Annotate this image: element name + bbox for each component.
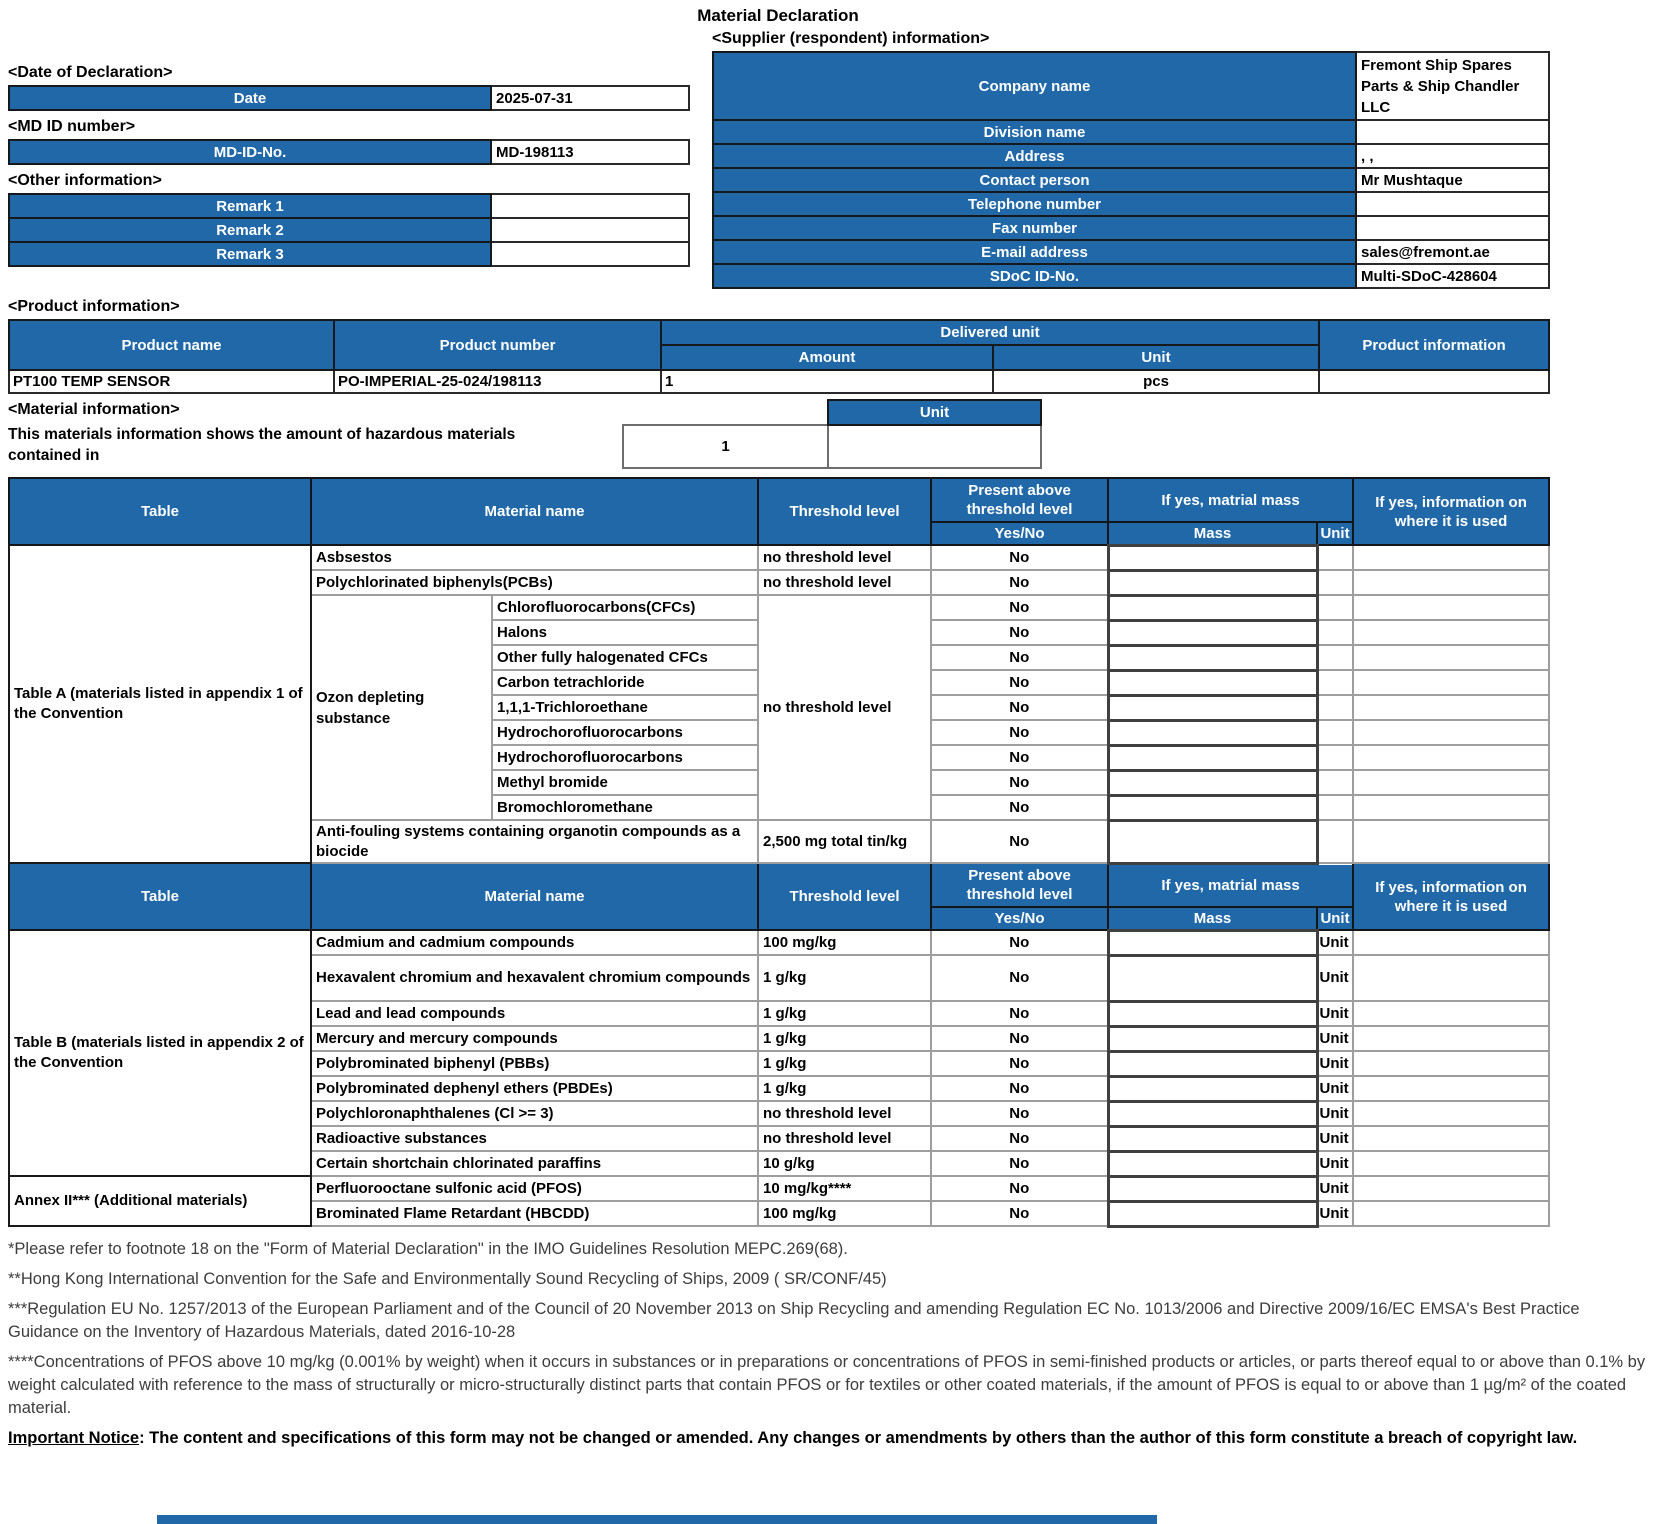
col-header-material-name: Material name <box>311 478 758 545</box>
col-header-product-name: Product name <box>9 320 334 370</box>
where-used-cell[interactable] <box>1353 670 1549 695</box>
material-info-section <box>8 399 1548 471</box>
mass-input-cell[interactable] <box>1108 620 1317 645</box>
mass-input-cell[interactable] <box>1108 1151 1317 1176</box>
yesno-cell[interactable]: No <box>931 1026 1108 1051</box>
mass-input-cell[interactable] <box>1108 1201 1317 1226</box>
where-used-cell[interactable] <box>1353 820 1549 863</box>
yesno-cell[interactable]: No <box>931 620 1108 645</box>
table-header-row <box>9 320 1549 345</box>
mass-input-cell[interactable] <box>1108 720 1317 745</box>
threshold-cell: 100 mg/kg <box>758 1201 931 1226</box>
division-name-value-cell[interactable] <box>1356 120 1549 144</box>
col-header-unit: Unit <box>993 345 1319 370</box>
threshold-cell: 1 g/kg <box>758 1076 931 1101</box>
unit-cell[interactable] <box>1317 795 1353 820</box>
field-label: E-mail address <box>713 240 1356 264</box>
where-used-cell[interactable] <box>1353 1151 1549 1176</box>
material-name-cell: Carbon tetrachloride <box>492 670 758 695</box>
mass-input-cell[interactable] <box>1108 1126 1317 1151</box>
product-table <box>8 319 1550 394</box>
where-used-cell[interactable] <box>1353 570 1549 595</box>
material-name-cell: Certain shortchain chlorinated paraffins <box>311 1151 758 1176</box>
unit-cell[interactable] <box>1317 670 1353 695</box>
material-name-cell: Polybrominated biphenyl (PBBs) <box>311 1051 758 1076</box>
table-row <box>9 140 689 164</box>
col-header-mass-group: If yes, matrial mass <box>1108 478 1353 522</box>
threshold-cell: no threshold level <box>758 545 931 570</box>
field-label: Fax number <box>713 216 1356 240</box>
annex-group-label: Annex II*** (Additional materials) <box>9 1176 311 1226</box>
table-row <box>713 168 1549 192</box>
col-header-product-number: Product number <box>334 320 661 370</box>
col-header-amount: Amount <box>661 345 993 370</box>
unit-cell[interactable]: Unit <box>1317 955 1353 1001</box>
product-info-cell[interactable] <box>1319 370 1549 393</box>
material-name-cell: 1,1,1-Trichloroethane <box>492 695 758 720</box>
where-used-cell[interactable] <box>1353 1176 1549 1201</box>
col-header-mass: Mass <box>1108 907 1317 930</box>
mass-input-cell[interactable] <box>1108 695 1317 720</box>
yesno-cell[interactable]: No <box>931 695 1108 720</box>
footnote-2: **Hong Kong International Convention for the Safe and Environmentally Sound Recycling of Ships, 2009 ( SR/CONF/45) <box>8 1269 887 1288</box>
unit-cell[interactable] <box>1317 770 1353 795</box>
mass-input-cell[interactable] <box>1108 930 1317 955</box>
material-name-cell: Cadmium and cadmium compounds <box>311 930 758 955</box>
threshold-cell: no threshold level <box>758 1126 931 1151</box>
unit-cell[interactable]: Unit <box>1317 1201 1353 1226</box>
col-header-mass-group: If yes, matrial mass <box>1108 863 1353 907</box>
mass-input-cell[interactable] <box>1108 595 1317 620</box>
where-used-cell[interactable] <box>1353 745 1549 770</box>
field-label: SDoC ID-No. <box>713 264 1356 288</box>
remarks-table <box>8 193 690 267</box>
col-header-where-used: If yes, information on where it is used <box>1353 863 1549 930</box>
col-header-yesno: Yes/No <box>931 907 1108 930</box>
where-used-cell[interactable] <box>1353 595 1549 620</box>
table-row <box>713 192 1549 216</box>
col-header-unit: Unit <box>1317 522 1353 545</box>
where-used-cell[interactable] <box>1353 1101 1549 1126</box>
remark-1-value-cell[interactable] <box>491 194 689 218</box>
bottom-blue-bar <box>157 1515 1157 1524</box>
mass-input-cell[interactable] <box>1108 1026 1317 1051</box>
date-value-cell[interactable]: 2025-07-31 <box>491 86 689 110</box>
threshold-cell: 10 g/kg <box>758 1151 931 1176</box>
yesno-cell[interactable]: No <box>931 1076 1108 1101</box>
page-title: Material Declaration <box>697 6 859 25</box>
yesno-cell[interactable]: No <box>931 595 1108 620</box>
unit-cell[interactable]: Unit <box>1317 1101 1353 1126</box>
material-name-cell: Anti-fouling systems containing organotin compounds as a biocide <box>311 820 758 863</box>
yesno-cell[interactable]: No <box>931 1001 1108 1026</box>
address-value-cell[interactable]: , , <box>1356 144 1549 168</box>
yesno-cell[interactable]: No <box>931 670 1108 695</box>
yesno-cell[interactable]: No <box>931 1051 1108 1076</box>
material-declaration-page <box>0 6 1653 1524</box>
section-heading-date: <Date of Declaration> <box>8 64 173 81</box>
declaration-id-section <box>8 30 688 267</box>
section-heading-other: <Other information> <box>8 172 162 189</box>
mass-input-cell[interactable] <box>1108 670 1317 695</box>
field-label: Telephone number <box>713 192 1356 216</box>
table-row <box>9 86 689 110</box>
threshold-cell: 10 mg/kg**** <box>758 1176 931 1201</box>
material-name-cell: Halons <box>492 620 758 645</box>
product-number-cell[interactable]: PO-IMPERIAL-25-024/198113 <box>334 370 661 393</box>
company-name-value-cell[interactable]: Fremont Ship Spares Parts & Ship Chandler LLC <box>1356 52 1549 120</box>
unit-cell[interactable] <box>1317 820 1353 863</box>
col-header-material-name: Material name <box>311 863 758 930</box>
col-header-yesno: Yes/No <box>931 522 1108 545</box>
table-b-group-label: Table B (materials listed in appendix 2 of the Convention <box>9 930 311 1176</box>
unit-cell[interactable] <box>1317 595 1353 620</box>
where-used-cell[interactable] <box>1353 1201 1549 1226</box>
col-header-threshold: Threshold level <box>758 863 931 930</box>
md-id-table <box>8 139 690 165</box>
material-info-description: This materials information shows the amount of hazardous materials contained in <box>8 426 516 464</box>
email-value-cell[interactable]: sales@fremont.ae <box>1356 240 1549 264</box>
unit-cell[interactable]: Unit <box>1317 1176 1353 1201</box>
where-used-cell[interactable] <box>1353 1026 1549 1051</box>
table-row <box>9 194 689 218</box>
material-name-cell: Asbsestos <box>311 545 758 570</box>
where-used-cell[interactable] <box>1353 645 1549 670</box>
yesno-cell[interactable]: No <box>931 545 1108 570</box>
col-header-table: Table <box>9 863 311 930</box>
table-row <box>9 1176 1549 1201</box>
col-header-present-above: Present above threshold level <box>931 478 1108 522</box>
material-name-cell: Bromochloromethane <box>492 795 758 820</box>
col-header-table: Table <box>9 478 311 545</box>
yesno-cell[interactable]: No <box>931 1101 1108 1126</box>
mass-input-cell[interactable] <box>1108 645 1317 670</box>
threshold-cell: 1 g/kg <box>758 1001 931 1026</box>
table-row <box>9 218 689 242</box>
unit-cell[interactable] <box>1317 645 1353 670</box>
col-header-product-info: Product information <box>1319 320 1549 370</box>
unit-cell[interactable]: Unit <box>1317 1051 1353 1076</box>
material-name-cell: Polychlorinated biphenyls(PCBs) <box>311 570 758 595</box>
section-heading-product: <Product information> <box>8 298 180 315</box>
section-heading-supplier: <Supplier (respondent) information> <box>712 30 990 47</box>
top-section <box>8 30 1548 289</box>
footnote-3: ***Regulation EU No. 1257/2013 of the European Parliament and of the Council of 20 November 2013 on Ship Recycling and amending Regulation EC No. 1013/2006 and Directive 2009/16/EC EMSA's Best Practice Guidance on the Inventory of Hazardous Materials, dated 2016-10-28 <box>8 1299 1580 1341</box>
threshold-cell: no threshold level <box>758 570 931 595</box>
footnote-1: *Please refer to footnote 18 on the "Form of Material Declaration" in the IMO Guidelines Resolution MEPC.269(68). <box>8 1239 848 1258</box>
mass-input-cell[interactable] <box>1108 820 1317 863</box>
supplier-section <box>712 30 1548 289</box>
table-header-row <box>9 863 1549 907</box>
unit-cell[interactable]: Unit <box>1317 1076 1353 1101</box>
unit-cell[interactable] <box>1317 745 1353 770</box>
remark-3-value-cell[interactable] <box>491 242 689 266</box>
unit-cell[interactable] <box>1317 545 1353 570</box>
contact-person-value-cell[interactable]: Mr Mushtaque <box>1356 168 1549 192</box>
where-used-cell[interactable] <box>1353 795 1549 820</box>
yesno-cell[interactable]: No <box>931 820 1108 863</box>
yesno-cell[interactable]: No <box>931 795 1108 820</box>
material-name-cell: Hydrochorofluorocarbons <box>492 745 758 770</box>
material-amount-cell[interactable]: 1 <box>623 425 828 468</box>
material-name-cell: Chlorofluorocarbons(CFCs) <box>492 595 758 620</box>
table-row <box>9 370 1549 393</box>
where-used-cell[interactable] <box>1353 620 1549 645</box>
col-header-mass: Mass <box>1108 522 1317 545</box>
table-row <box>623 425 1041 468</box>
telephone-value-cell[interactable] <box>1356 192 1549 216</box>
supplier-table <box>712 51 1550 289</box>
footnotes <box>8 1238 1649 1420</box>
amount-cell[interactable]: 1 <box>661 370 993 393</box>
mass-input-cell[interactable] <box>1108 955 1317 1001</box>
unit-cell[interactable] <box>1317 720 1353 745</box>
col-header-unit: Unit <box>1317 907 1353 930</box>
unit-cell[interactable]: Unit <box>1317 1126 1353 1151</box>
field-label: Date <box>9 86 491 110</box>
material-name-cell: Methyl bromide <box>492 770 758 795</box>
where-used-cell[interactable] <box>1353 930 1549 955</box>
unit-cell[interactable]: Unit <box>1317 1151 1353 1176</box>
material-unit-cell[interactable] <box>828 425 1041 468</box>
material-name-cell: Polybrominated dephenyl ethers (PBDEs) <box>311 1076 758 1101</box>
table-row <box>713 264 1549 288</box>
where-used-cell[interactable] <box>1353 545 1549 570</box>
field-label: Address <box>713 144 1356 168</box>
table-header-row <box>623 400 1041 425</box>
ozone-group-label: Ozon depleting substance <box>311 595 492 820</box>
mass-input-cell[interactable] <box>1108 545 1317 570</box>
mass-input-cell[interactable] <box>1108 1076 1317 1101</box>
unit-cell[interactable]: Unit <box>1317 930 1353 955</box>
where-used-cell[interactable] <box>1353 955 1549 1001</box>
unit-cell[interactable]: Unit <box>1317 1001 1353 1026</box>
important-notice <box>8 1427 1649 1450</box>
unit-cell[interactable] <box>1317 620 1353 645</box>
yesno-cell[interactable]: No <box>931 955 1108 1001</box>
md-id-value-cell[interactable]: MD-198113 <box>491 140 689 164</box>
mass-input-cell[interactable] <box>1108 1051 1317 1076</box>
yesno-cell[interactable]: No <box>931 770 1108 795</box>
field-label: Division name <box>713 120 1356 144</box>
date-table <box>8 85 690 111</box>
section-heading-md-id: <MD ID number> <box>8 118 136 135</box>
mass-input-cell[interactable] <box>1108 795 1317 820</box>
yesno-cell[interactable]: No <box>931 570 1108 595</box>
where-used-cell[interactable] <box>1353 720 1549 745</box>
field-label: Company name <box>713 52 1356 120</box>
field-label: Remark 2 <box>9 218 491 242</box>
yesno-cell[interactable]: No <box>931 720 1108 745</box>
yesno-cell[interactable]: No <box>931 645 1108 670</box>
section-heading-material: <Material information> <box>8 401 180 418</box>
remark-2-value-cell[interactable] <box>491 218 689 242</box>
col-header-present-above: Present above threshold level <box>931 863 1108 907</box>
yesno-cell[interactable]: No <box>931 930 1108 955</box>
table-row <box>713 52 1549 120</box>
table-row <box>9 242 689 266</box>
yesno-cell[interactable]: No <box>931 1176 1108 1201</box>
field-label: Contact person <box>713 168 1356 192</box>
fax-value-cell[interactable] <box>1356 216 1549 240</box>
mass-input-cell[interactable] <box>1108 1176 1317 1201</box>
threshold-cell: no threshold level <box>758 595 931 820</box>
yesno-cell[interactable]: No <box>931 1151 1108 1176</box>
material-name-cell: Other fully halogenated CFCs <box>492 645 758 670</box>
spacer-cell <box>623 400 828 425</box>
where-used-cell[interactable] <box>1353 1076 1549 1101</box>
unit-cell[interactable] <box>1317 695 1353 720</box>
col-header-unit: Unit <box>828 400 1041 425</box>
field-label: Remark 1 <box>9 194 491 218</box>
unit-cell[interactable] <box>1317 570 1353 595</box>
where-used-cell[interactable] <box>1353 1051 1549 1076</box>
threshold-cell: 100 mg/kg <box>758 930 931 955</box>
sdoc-id-value-cell[interactable]: Multi-SDoC-428604 <box>1356 264 1549 288</box>
material-name-cell: Hydrochorofluorocarbons <box>492 720 758 745</box>
where-used-cell[interactable] <box>1353 1126 1549 1151</box>
where-used-cell[interactable] <box>1353 1001 1549 1026</box>
table-a-group-label: Table A (materials listed in appendix 1 of the Convention <box>9 545 311 863</box>
material-name-cell: Perfluorooctane sulfonic acid (PFOS) <box>311 1176 758 1201</box>
important-notice-text: : The content and specifications of this form may not be changed or amended. Any changes or amendments by others than the author of this form constitute a breach of copyright law. <box>139 1428 1578 1447</box>
mass-input-cell[interactable] <box>1108 1001 1317 1026</box>
hazardous-materials-table <box>8 477 1550 1228</box>
threshold-cell: 1 g/kg <box>758 955 931 1001</box>
table-header-row <box>9 478 1549 522</box>
table-row <box>9 930 1549 955</box>
mass-input-cell[interactable] <box>1108 770 1317 795</box>
material-unit-minitable <box>622 399 1042 469</box>
field-label: Remark 3 <box>9 242 491 266</box>
product-name-cell[interactable]: PT100 TEMP SENSOR <box>9 370 334 393</box>
mass-input-cell[interactable] <box>1108 1101 1317 1126</box>
material-name-cell: Polychloronaphthalenes (Cl >= 3) <box>311 1101 758 1126</box>
table-row <box>713 240 1549 264</box>
yesno-cell[interactable]: No <box>931 745 1108 770</box>
material-name-cell: Hexavalent chromium and hexavalent chromium compounds <box>311 955 758 1001</box>
table-row <box>713 144 1549 168</box>
threshold-cell: 1 g/kg <box>758 1026 931 1051</box>
table-row <box>713 120 1549 144</box>
col-header-where-used: If yes, information on where it is used <box>1353 478 1549 545</box>
mass-input-cell[interactable] <box>1108 570 1317 595</box>
unit-cell[interactable]: pcs <box>993 370 1319 393</box>
where-used-cell[interactable] <box>1353 695 1549 720</box>
col-header-delivered-unit: Delivered unit <box>661 320 1319 345</box>
yesno-cell[interactable]: No <box>931 1126 1108 1151</box>
table-row <box>9 545 1549 570</box>
threshold-cell: 1 g/kg <box>758 1051 931 1076</box>
important-notice-label: Important Notice <box>8 1428 140 1447</box>
field-label: MD-ID-No. <box>9 140 491 164</box>
mass-input-cell[interactable] <box>1108 745 1317 770</box>
yesno-cell[interactable]: No <box>931 1201 1108 1226</box>
where-used-cell[interactable] <box>1353 770 1549 795</box>
material-name-cell: Lead and lead compounds <box>311 1001 758 1026</box>
threshold-cell: 2,500 mg total tin/kg <box>758 820 931 863</box>
footnote-4: ****Concentrations of PFOS above 10 mg/kg (0.001% by weight) when it occurs in substances or in preparations or concentrations of PFOS in semi-finished products or articles, or parts thereof equal to or above than 0.1% by weight calculated with reference to the mass of structurally or micro-structurally distinct parts that contain PFOS or for textiles or other coated materials, if the amount of PFOS is equal to or above than 1 µg/m² of the coated material. <box>8 1352 1646 1417</box>
material-name-cell: Mercury and mercury compounds <box>311 1026 758 1051</box>
unit-cell[interactable]: Unit <box>1317 1026 1353 1051</box>
table-row <box>713 216 1549 240</box>
col-header-threshold: Threshold level <box>758 478 931 545</box>
threshold-cell: no threshold level <box>758 1101 931 1126</box>
material-name-cell: Brominated Flame Retardant (HBCDD) <box>311 1201 758 1226</box>
material-name-cell: Radioactive substances <box>311 1126 758 1151</box>
